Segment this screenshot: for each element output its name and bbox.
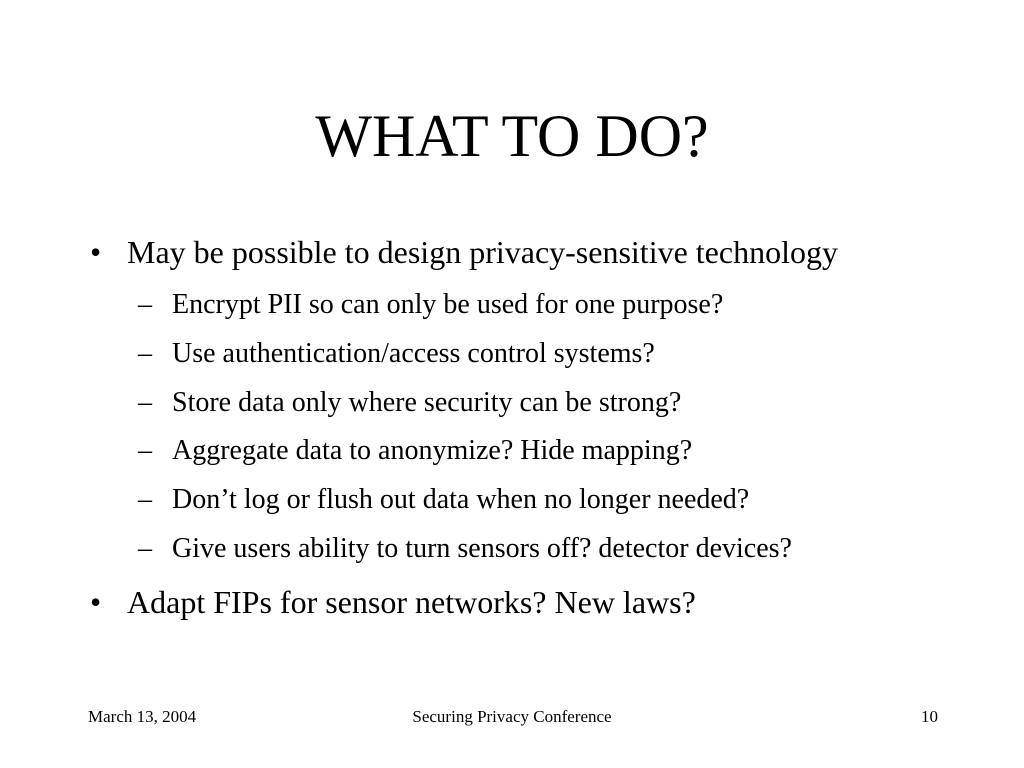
bullet-text: May be possible to design privacy-sensitive technology	[127, 234, 838, 270]
dash-icon: –	[138, 289, 152, 320]
bullet-item	[90, 230, 970, 275]
sub-bullet-item	[90, 427, 970, 476]
sub-bullet-text: Don’t log or flush out data when no longer needed?	[172, 484, 750, 516]
dash-icon: –	[138, 532, 152, 564]
dash-icon: –	[138, 435, 152, 467]
sub-bullet-list	[90, 281, 970, 574]
footer-date: March 13, 2004	[88, 707, 197, 726]
dash-icon: –	[138, 484, 152, 516]
dash-icon: –	[138, 337, 152, 369]
slide-content	[90, 230, 970, 625]
sub-bullet-item	[90, 281, 970, 330]
sub-bullet-item	[90, 330, 970, 379]
sub-bullet-text: Aggregate data to anonymize? Hide mapping?	[172, 435, 693, 467]
sub-bullet-text: Use authentication/access control systems?	[172, 337, 655, 369]
sub-bullet-text: Store data only where security can be strong?	[172, 386, 682, 418]
page-number: 10	[921, 707, 938, 726]
sub-bullet-item	[90, 379, 970, 428]
bullet-icon: •	[90, 583, 102, 620]
dash-icon: –	[138, 386, 152, 418]
bullet-text: Adapt FIPs for sensor networks? New laws?	[127, 583, 696, 620]
bullet-icon: •	[90, 234, 102, 270]
sub-bullet-item	[90, 525, 970, 574]
sub-bullet-text: Give users ability to turn sensors off? detector devices?	[172, 532, 792, 564]
slide-title: WHAT TO DO?	[315, 103, 709, 169]
bullet-item	[90, 580, 970, 625]
sub-bullet-item	[90, 476, 970, 525]
footer-title: Securing Privacy Conference	[412, 707, 612, 726]
sub-bullet-text: Encrypt PII so can only be used for one purpose?	[172, 289, 724, 320]
